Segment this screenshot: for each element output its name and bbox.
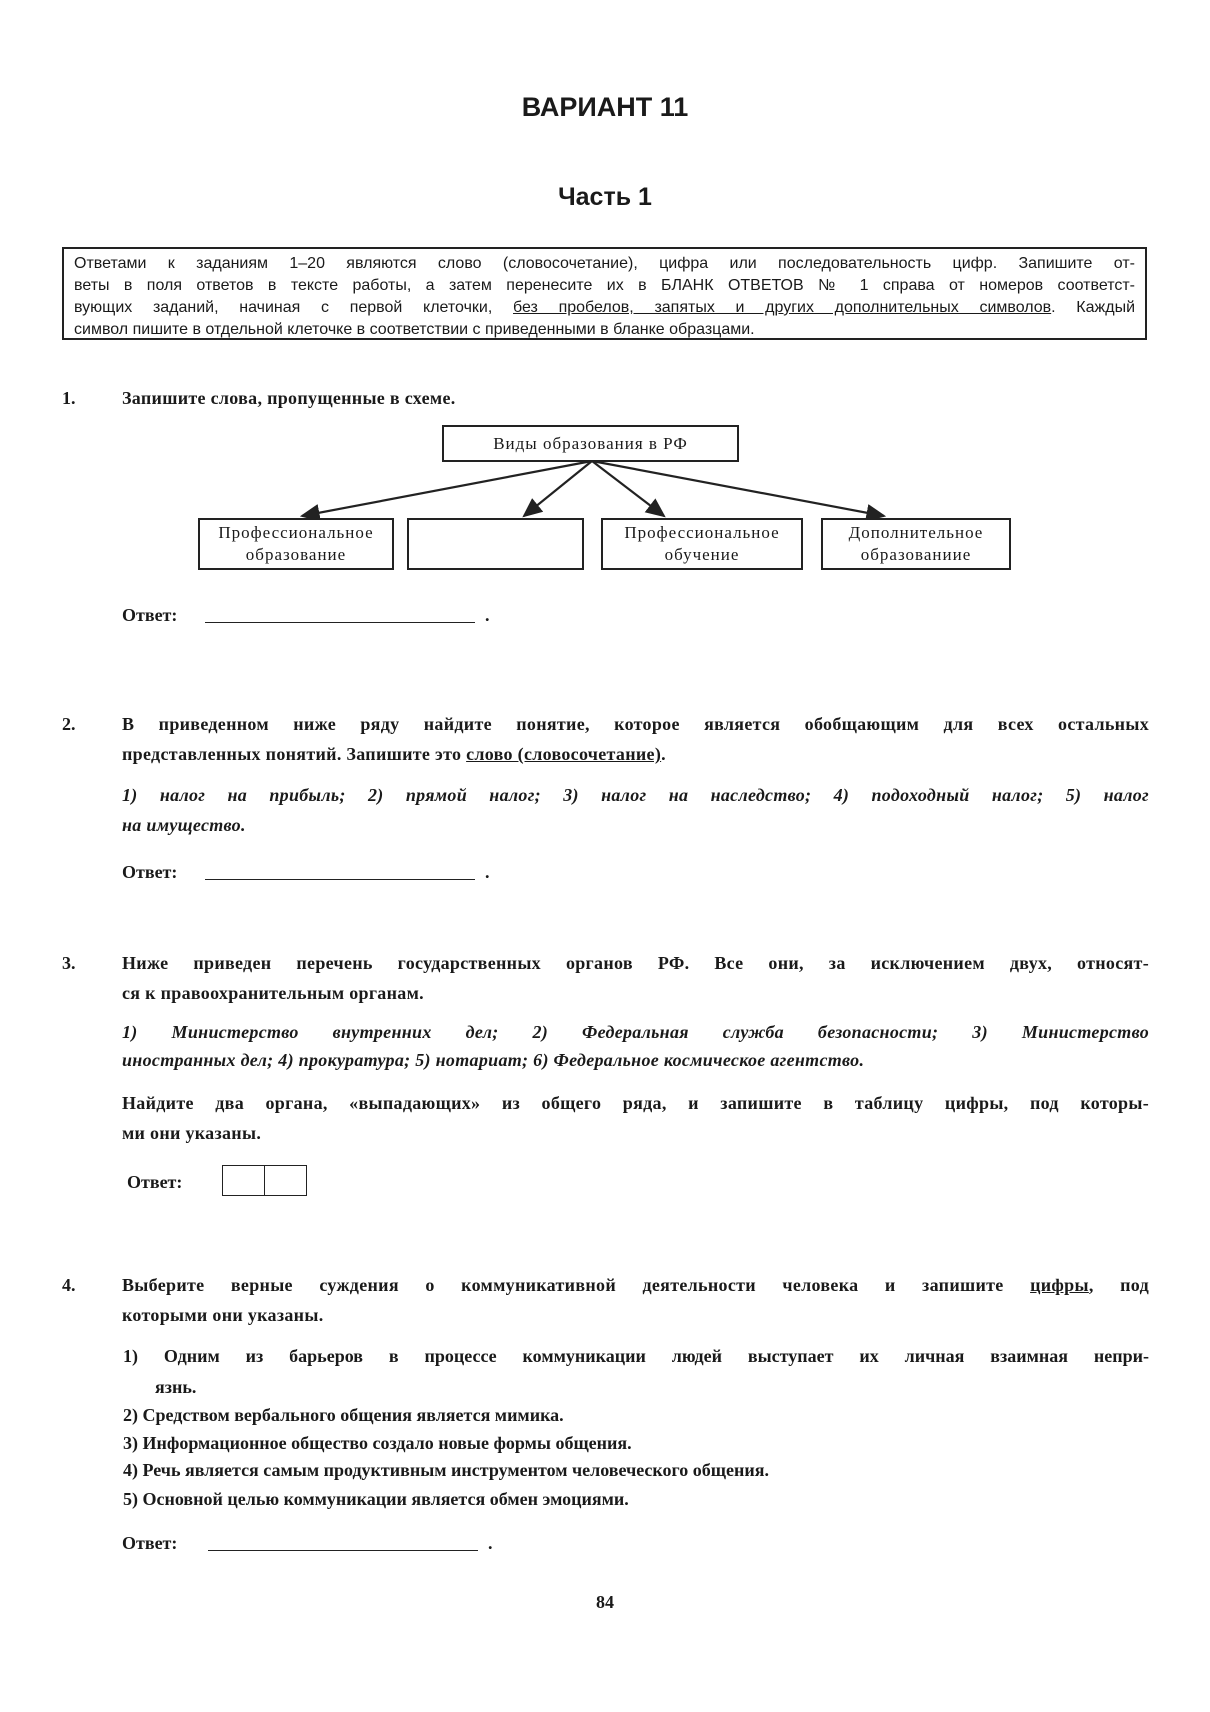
diagram-root: Виды образования в РФ <box>442 425 739 462</box>
answer-label: Ответ: <box>122 605 178 625</box>
variant-title: ВАРИАНТ 11 <box>521 92 689 122</box>
options-text: на имущество. <box>122 815 246 835</box>
node-text: образование <box>245 545 347 564</box>
text: представленных понятий. Запишите это <box>122 744 467 764</box>
answer-dot: . <box>488 1533 493 1553</box>
question-number: 4. <box>62 1275 76 1295</box>
page-number: 84 <box>596 1592 614 1612</box>
node-text: образованиие <box>860 545 972 564</box>
diagram-node-blank <box>407 518 584 570</box>
node-text: обучение <box>664 545 740 564</box>
answer-field[interactable] <box>205 622 475 623</box>
instructions-line: веты в поля ответов в тексте работы, а затем перенесите их в БЛАНК ОТВЕТОВ № 1 справа от номеров соответст- <box>74 277 1135 294</box>
question-text <box>122 1275 1149 1296</box>
answer-dot: . <box>485 862 490 882</box>
arrow <box>592 461 664 516</box>
question-text: ся к правоохранительным органам. <box>122 983 424 1003</box>
underlined-text: цифры <box>1030 1275 1089 1295</box>
list-item: 4) Речь является самым продуктивным инструментом человеческого общения. <box>123 1460 769 1480</box>
question-number: 2. <box>62 714 76 734</box>
answer-field[interactable] <box>208 1550 478 1551</box>
question-text: В приведенном ниже ряду найдите понятие, которое является обобщающим для всех остальных <box>122 714 1149 734</box>
node-text: Дополнительное <box>848 523 984 542</box>
text: . Каждый <box>1051 299 1136 316</box>
underlined-text: слово (словосочетание) <box>466 744 662 764</box>
diagram-node <box>821 518 1011 570</box>
underlined-text: без пробелов, запятых и других дополнительных символов <box>513 299 1052 316</box>
answer-cell-2[interactable] <box>264 1165 307 1196</box>
task-text: ми они указаны. <box>122 1123 262 1143</box>
list-item: язнь. <box>155 1377 197 1397</box>
diagram-node <box>601 518 803 570</box>
options-text: 1) Министерство внутренних дел; 2) Федеральная служба безопасности; 3) Министерство <box>122 1022 1149 1042</box>
question-text: которыми они указаны. <box>122 1305 324 1325</box>
options-text: 1) налог на прибыль; 2) прямой налог; 3) налог на наследство; 4) подоходный налог; 5) налог <box>122 785 1149 805</box>
instructions-line: символ пишите в отдельной клеточке в соответствии с приведенными в бланке образцами. <box>74 321 755 338</box>
arrow <box>524 461 592 516</box>
arrow <box>302 461 592 516</box>
instructions-line: Ответами к заданиям 1–20 являются слово (словосочетание), цифра или последовательность цифр. Запишите от- <box>74 255 1135 272</box>
question-text: Ниже приведен перечень государственных органов РФ. Все они, за исключением двух, относят- <box>122 953 1149 973</box>
part-title: Часть 1 <box>558 183 652 211</box>
answer-cell-1[interactable] <box>222 1165 265 1196</box>
text: вующих заданий, начиная с первой клеточки, <box>74 299 514 316</box>
question-text <box>122 744 1149 765</box>
question-number: 3. <box>62 953 76 973</box>
list-item: 3) Информационное общество создало новые формы общения. <box>123 1433 632 1453</box>
list-item: 1) Одним из барьеров в процессе коммуникации людей выступает их личная взаимная непри- <box>123 1346 1149 1366</box>
task-text: Найдите два органа, «выпадающих» из общего ряда, и запишите в таблицу цифры, под которы- <box>122 1093 1149 1113</box>
text: , под <box>1088 1275 1149 1295</box>
text: . <box>661 744 666 764</box>
options-text: иностранных дел; 4) прокуратура; 5) нотариат; 6) Федеральное космическое агентство. <box>122 1050 865 1070</box>
list-item: 5) Основной целью коммуникации является обмен эмоциями. <box>123 1489 629 1509</box>
node-text: Профессиональное <box>218 523 374 542</box>
question-number: 1. <box>62 388 76 408</box>
answer-label: Ответ: <box>122 1533 178 1553</box>
answer-label: Ответ: <box>127 1172 183 1192</box>
answer-field[interactable] <box>205 879 475 880</box>
answer-label: Ответ: <box>122 862 178 882</box>
list-item: 2) Средством вербального общения является мимика. <box>123 1405 564 1425</box>
diagram-node <box>198 518 394 570</box>
question-text: Запишите слова, пропущенные в схеме. <box>122 388 456 408</box>
node-text: Профессиональное <box>624 523 780 542</box>
text: Выберите верные суждения о коммуникативной деятельности человека и запишите <box>122 1275 1031 1295</box>
answer-dot: . <box>485 605 490 625</box>
arrow <box>592 461 884 516</box>
